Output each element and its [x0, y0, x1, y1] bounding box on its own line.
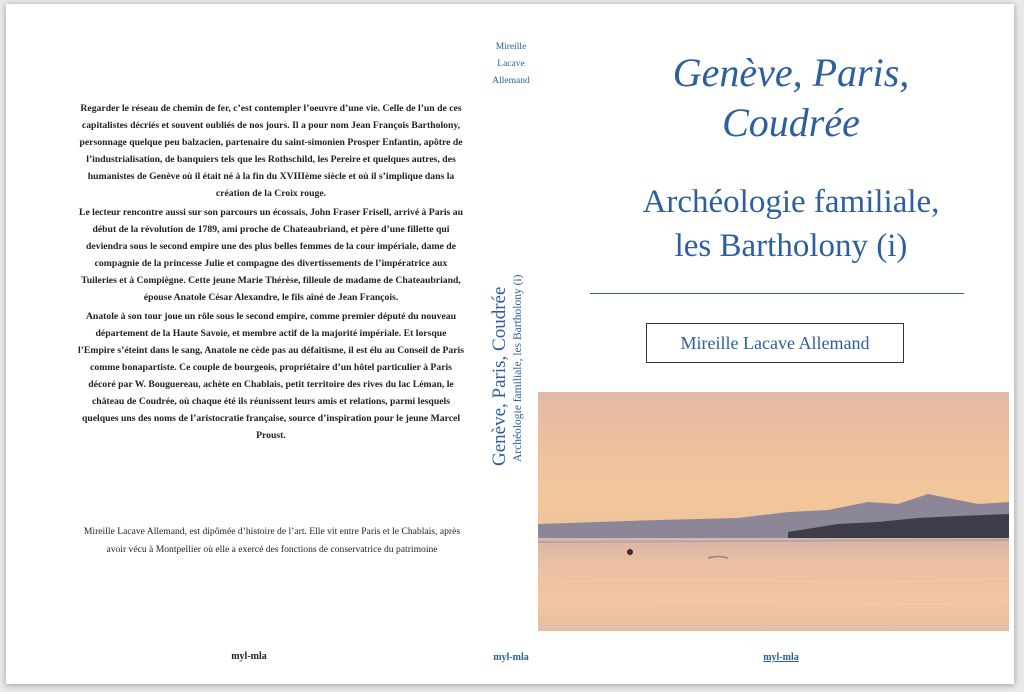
spine-author-line-3: Allemand: [492, 76, 530, 86]
author-name: Mireille Lacave Allemand: [680, 332, 870, 353]
book-cover-spread: [6, 4, 1014, 684]
blurb-paragraph-3: Anatole à son tour joue un rôle sous le second empire, comme premier député du nouveau département de la Haute Savoie, et membre actif de la majorité impériale. Et lorsque l’Empire s’éteint dans le sang, Anatole ne cède pas au défaitisme, il est élu au Conseil de Paris comme bonapartiste. Ce couple de bourgeois, propriétaire d’un hôtel particulier à Paris décoré par W. Bouguereau, achète en Chablais, petit territoire des rives du lac Léman, le château de Coudrée, où chaque été ils réunissent leurs amis et relations, parmi lesquels quelques uns des noms de l’aristocratie française, source d’inspiration pour le jeune Marcel Proust.: [78, 311, 464, 441]
spine-author-line-1: Mireille: [495, 42, 527, 52]
blurb-paragraph-2: Le lecteur rencontre aussi sur son parcours un écossais, John Fraser Frisell, arrivé à Paris au début de la révolution de 1789, ami proche de Chateaubriand, et père d’une fillette qui deviendra sous le second empire une des plus belles femmes de la cour impériale, dame de compagnie de la princesse Julie et compagne des divertissements de l’impératrice aux Tuileries et à Compiègne. Cette jeune Marie Thérèse, filleule de madame de Chateaubriand, épouse Anatole César Alexandre, le fils aîné de Jean François.: [79, 207, 463, 303]
book-subtitle-line-2: les Bartholony (i): [674, 228, 908, 264]
book-subtitle: [576, 180, 1006, 268]
title-divider: [590, 293, 964, 294]
book-title-line-2: Coudrée: [722, 100, 860, 145]
book-title-line-1: Genève, Paris,: [672, 50, 910, 95]
lake-sunset-photo: [538, 392, 1009, 631]
spine-author-line-2: Lacave: [497, 59, 525, 69]
back-cover-blurb: [76, 100, 466, 446]
front-cover-publisher: myl-mla: [763, 652, 799, 663]
lake-sunset-image: [538, 392, 1009, 631]
spine-subtitle: Archéologie familiale, les Bartholony (i): [512, 274, 524, 462]
blurb-paragraph-1: Regarder le réseau de chemin de fer, c’est contempler l’oeuvre d’une vie. Celle de l’un de ces capitalistes décriés et souvent oubliés de nos jours. Il a pour nom Jean François Bartholony, personnage quelque peu balzacien, partenaire du saint-simonien Prosper Enfantin, apôtre de l’industrialisation, de banquiers tels que les Rothschild, les Pereire et quelques autres, des humanistes de Genève où il était né à la fin du XVIIIème siècle et où il s’implique dans la création de la Croix rouge.: [79, 103, 463, 199]
author-name-box: [646, 323, 904, 363]
spine-author: [476, 39, 546, 90]
spine-title: Genève, Paris, Coudrée: [489, 286, 510, 466]
author-bio: Mireille Lacave Allemand, est dipômée d’histoire de l’art. Elle vit entre Paris et le Chablais, après avoir vécu à Montpellier où elle a exercé des fonctions de conservatrice du patrimoine: [83, 526, 461, 555]
book-subtitle-line-1: Archéologie familiale,: [642, 184, 940, 220]
back-cover-publisher: myl-mla: [231, 651, 267, 662]
book-title: [576, 48, 1006, 148]
spine-publisher: myl-mla: [493, 652, 529, 663]
